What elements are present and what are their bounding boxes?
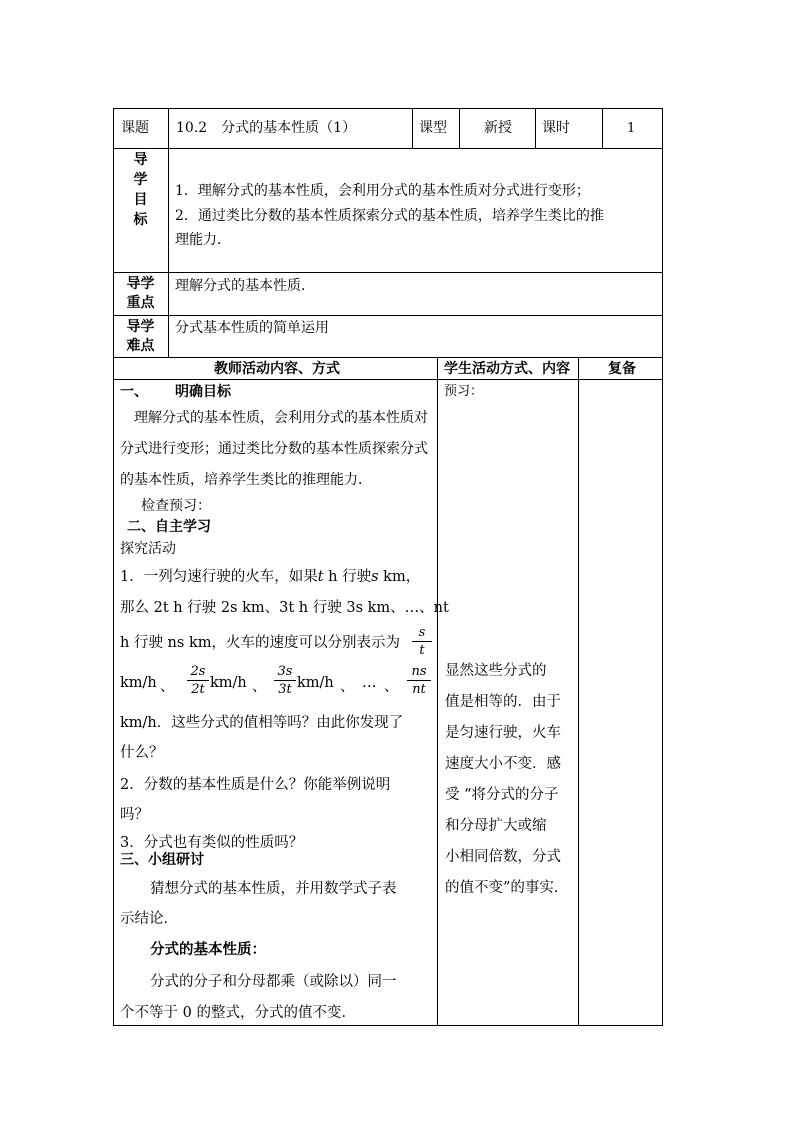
- separator: 、: [340, 679, 355, 695]
- lesson-title: 10.2 分式的基本性质（1）: [176, 120, 357, 136]
- difficulties-label-line: 导学: [126, 319, 155, 335]
- check-preview: 检查预习：: [141, 498, 211, 514]
- objective-line: 2．通过类比分数的基本性质探索分式的基本性质，培养学生类比的推: [175, 208, 604, 224]
- q1-text: h 行驶: [323, 569, 372, 585]
- question-1-line-3: h 行驶 ns km，火车的速度可以分别表示为: [120, 635, 400, 651]
- fraction-denominator: nt: [412, 682, 426, 697]
- question-2-line-2: 吗？: [120, 807, 149, 823]
- km-h-unit: km/h: [297, 675, 334, 691]
- objectives-label-char: 学: [133, 172, 148, 188]
- fraction-numerator: 2s: [190, 664, 206, 679]
- student-answer-line: 值是相等的．由于: [445, 694, 561, 710]
- key-points-label-line: 重点: [126, 295, 155, 311]
- q1-text: 1．一列匀速行驶的火车，如果: [120, 569, 318, 585]
- section-3-line-1: 猜想分式的基本性质，并用数学式子表: [150, 881, 397, 897]
- difficulties-label: [113, 318, 168, 356]
- question-1-line-5: km/h．这些分式的值相等吗？由此你发现了: [120, 715, 404, 731]
- explore-label: 探究活动: [120, 541, 176, 557]
- km-h-unit: km/h: [210, 675, 247, 691]
- fraction-numerator: s: [418, 625, 426, 640]
- fraction-numerator: ns: [411, 664, 427, 679]
- property-line-1: 分式的分子和分母都乘（或除以）同一: [150, 974, 397, 990]
- ellipsis: …: [362, 675, 377, 691]
- student-answer-line: 受 “将分式的分子: [445, 787, 559, 803]
- separator: 、: [252, 679, 267, 695]
- difficulties-label-line: 难点: [126, 338, 155, 354]
- teacher-column-header: 教师活动内容、方式: [214, 361, 340, 377]
- question-1-line-1: [120, 565, 420, 586]
- objective-line: 1．理解分式的基本性质，会利用分式的基本性质对分式进行变形；: [175, 183, 590, 199]
- question-1-line-6: 什么？: [120, 745, 164, 761]
- student-answer-line: 速度大小不变．感: [445, 756, 561, 772]
- key-points-label-line: 导学: [126, 276, 155, 292]
- separator: 、: [160, 679, 175, 695]
- type-label: 课型: [419, 120, 447, 136]
- property-title: 分式的基本性质：: [150, 941, 266, 958]
- fraction-denominator: t: [419, 643, 425, 658]
- fraction-2s-over-2t: [187, 664, 209, 697]
- section-1-number: 一、: [120, 384, 148, 400]
- section-3-title: 三、小组研讨: [120, 852, 204, 868]
- fraction-denominator: 3t: [278, 682, 292, 697]
- student-answer-line: 显然这些分式的: [445, 663, 547, 679]
- question-2-line-1: 2．分数的基本性质是什么？你能举例说明: [120, 777, 391, 793]
- question-1-line-2: 那么 2t h 行驶 2s km、3t h 行驶 3s km、…、nt: [120, 600, 449, 616]
- q1-text: km，: [378, 569, 421, 585]
- student-column-header: 学生活动方式、内容: [444, 361, 570, 377]
- objectives-label-char: 导: [133, 152, 148, 168]
- objectives-label-char: 目: [133, 192, 148, 208]
- objectives-label-char: 标: [133, 212, 148, 228]
- period-value: 1: [627, 121, 636, 136]
- fraction-numerator: 3s: [277, 664, 293, 679]
- section-1-title: 明确目标: [175, 384, 231, 400]
- objective-line: 理能力．: [175, 232, 231, 248]
- student-answer-line: 和分母扩大或缩: [445, 818, 547, 834]
- key-points-label: [113, 275, 168, 313]
- type-value: 新授: [484, 120, 512, 136]
- var-t: t: [317, 569, 324, 585]
- section-1-line: 理解分式的基本性质，会利用分式的基本性质对: [134, 410, 428, 426]
- period-label: 课时: [542, 120, 570, 136]
- student-answer-line: 小相同倍数，分式: [445, 849, 561, 865]
- question-3: 3．分式也有类似的性质吗？: [120, 835, 304, 851]
- objectives-label: [113, 150, 168, 230]
- var-s: s: [371, 569, 379, 585]
- km-h-unit: km/h: [120, 675, 157, 691]
- section-3-line-2: 示结论．: [120, 911, 178, 927]
- section-2-title: 二、自主学习: [127, 519, 211, 535]
- separator: 、: [384, 679, 399, 695]
- fraction-s-over-t: [412, 625, 432, 658]
- student-answer-line: 是匀速行驶，火车: [445, 725, 561, 741]
- key-points-text: 理解分式的基本性质．: [175, 278, 315, 294]
- student-answer: [445, 656, 577, 904]
- student-answer-line: 的值不变”的事实．: [445, 880, 569, 896]
- property-line-2: 个不等于 0 的整式，分式的值不变．: [120, 1005, 356, 1021]
- section-1-line: 分式进行变形；通过类比分数的基本性质探索分式: [120, 441, 428, 457]
- lesson-label: 课题: [121, 120, 149, 136]
- fraction-ns-over-nt: [407, 664, 431, 697]
- fraction-denominator: 2t: [191, 682, 205, 697]
- student-preview: 预习：: [444, 384, 484, 399]
- section-1-line: 的基本性质，培养学生类比的推理能力．: [120, 472, 372, 488]
- fraction-3s-over-3t: [274, 664, 296, 697]
- difficulties-text: 分式基本性质的简单运用: [175, 320, 329, 336]
- prep-column-header: 复备: [608, 361, 636, 377]
